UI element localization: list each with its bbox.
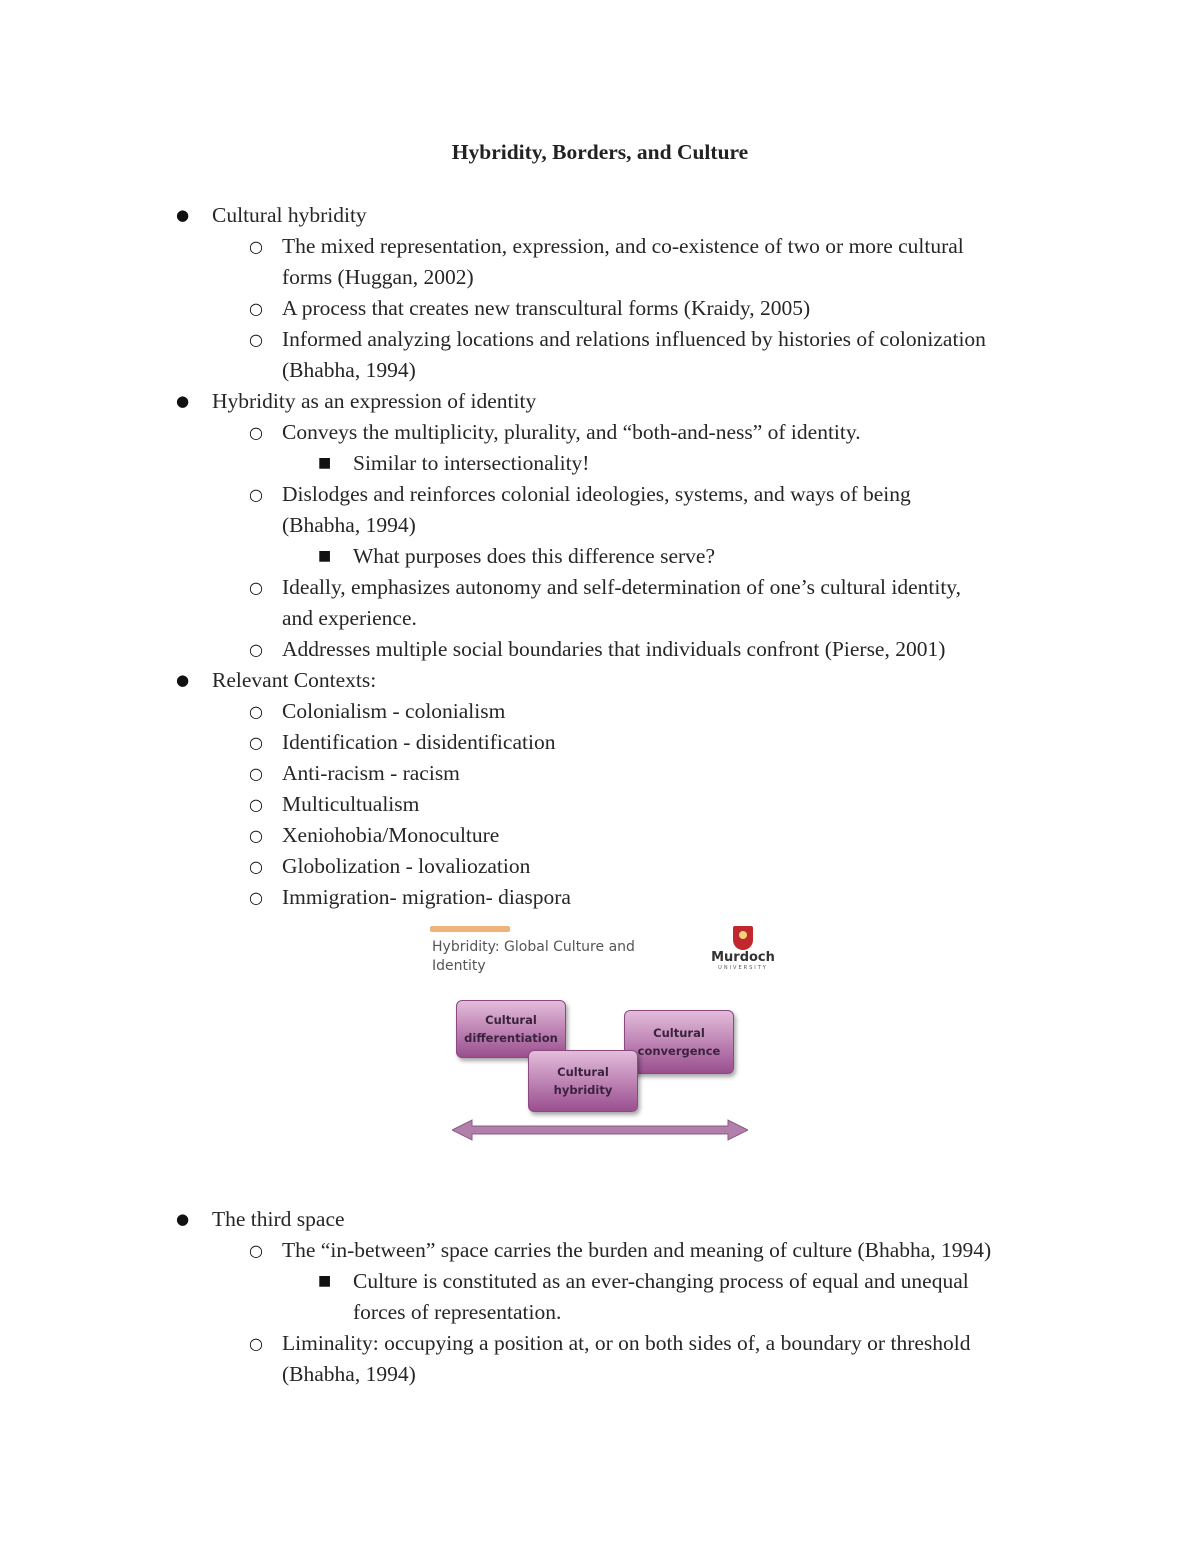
- list-item-text: Conveys the multiplicity, plurality, and “both-and-ness” of identity.: [282, 420, 861, 444]
- list-item: Globolization - lovaliozation: [282, 854, 531, 878]
- sub-sub-bullet-marker: ■: [318, 455, 332, 471]
- section-heading-cultural-hybridity: Cultural hybridity: [212, 203, 367, 227]
- bullet-marker: ●: [176, 1210, 190, 1228]
- list-item-text: and experience.: [282, 606, 417, 630]
- bullet-marker: ●: [176, 206, 190, 224]
- sub-bullet-marker: ○: [249, 485, 263, 504]
- list-item-text: A process that creates new transcultural forms (Kraidy, 2005): [282, 296, 811, 320]
- sub-bullet-marker: ○: [249, 423, 263, 442]
- sub-bullet-marker: ○: [249, 857, 263, 876]
- list-item-text: What purposes does this difference serve?: [353, 544, 715, 568]
- list-item: Colonialism - colonialism: [282, 699, 506, 723]
- box-cultural-convergence: Cultural convergence: [624, 1010, 734, 1074]
- list-item-text: Addresses multiple social boundaries that individuals confront (Pierse, 2001): [282, 637, 946, 661]
- sub-bullet-marker: ○: [249, 733, 263, 752]
- crest-icon: [733, 926, 753, 950]
- list-item: Identification - disidentification: [282, 730, 556, 754]
- list-item-text: forms (Huggan, 2002): [282, 265, 474, 289]
- hybridity-diagram: [426, 922, 780, 1152]
- sub-bullet-marker: ○: [249, 330, 263, 349]
- list-item-text: The mixed representation, expression, and co-existence of two or more cultural: [282, 234, 964, 258]
- box-cultural-hybridity: Cultural hybridity: [528, 1050, 638, 1112]
- sub-bullet-marker: ○: [249, 1334, 263, 1353]
- sub-sub-bullet-marker: ■: [318, 1273, 332, 1289]
- double-arrow-icon: [452, 1118, 748, 1142]
- list-item-text: (Bhabha, 1994): [282, 513, 416, 537]
- sub-bullet-marker: ○: [249, 237, 263, 256]
- sub-bullet-marker: ○: [249, 826, 263, 845]
- bullet-marker: ●: [176, 392, 190, 410]
- logo-subtitle: UNIVERSITY: [718, 965, 768, 971]
- sub-bullet-marker: ○: [249, 702, 263, 721]
- sub-bullet-marker: ○: [249, 764, 263, 783]
- list-item-text: Liminality: occupying a position at, or on both sides of, a boundary or threshold: [282, 1331, 971, 1355]
- list-item-text: Dislodges and reinforces colonial ideologies, systems, and ways of being: [282, 482, 911, 506]
- list-item: Xeniohobia/Monoculture: [282, 823, 500, 847]
- list-item: Anti-racism - racism: [282, 761, 460, 785]
- list-item-text: Informed analyzing locations and relations influenced by histories of colonization: [282, 327, 986, 351]
- logo-name: Murdoch: [711, 950, 775, 965]
- section-heading-relevant-contexts: Relevant Contexts:: [212, 668, 377, 692]
- list-item-text: Culture is constituted as an ever-changing process of equal and unequal: [353, 1269, 969, 1293]
- bullet-marker: ●: [176, 671, 190, 689]
- list-item-text: Ideally, emphasizes autonomy and self-determination of one’s cultural identity,: [282, 575, 962, 599]
- page-title: Hybridity, Borders, and Culture: [451, 140, 749, 164]
- diagram-title: Hybridity: Global Culture and Identity: [432, 939, 635, 974]
- sub-bullet-marker: ○: [249, 795, 263, 814]
- list-item-text: forces of representation.: [353, 1300, 562, 1324]
- sub-bullet-marker: ○: [249, 888, 263, 907]
- sub-sub-bullet-marker: ■: [318, 548, 332, 564]
- slide-header-strip: [430, 926, 510, 932]
- list-item-text: (Bhabha, 1994): [282, 1362, 416, 1386]
- section-heading-third-space: The third space: [212, 1207, 345, 1231]
- murdoch-logo: [710, 924, 776, 982]
- sub-bullet-marker: ○: [249, 640, 263, 659]
- list-item-text: Similar to intersectionality!: [353, 451, 590, 475]
- list-item: Immigration- migration- diaspora: [282, 885, 571, 909]
- box-cultural-differentiation: Cultural differentiation: [456, 1000, 566, 1058]
- sub-bullet-marker: ○: [249, 578, 263, 597]
- sub-bullet-marker: ○: [249, 299, 263, 318]
- section-heading-identity: Hybridity as an expression of identity: [212, 389, 537, 413]
- list-item-text: (Bhabha, 1994): [282, 358, 416, 382]
- list-item-text: The “in-between” space carries the burden and meaning of culture (Bhabha, 1994): [282, 1238, 992, 1262]
- list-item: Multicultualism: [282, 792, 420, 816]
- sub-bullet-marker: ○: [249, 1241, 263, 1260]
